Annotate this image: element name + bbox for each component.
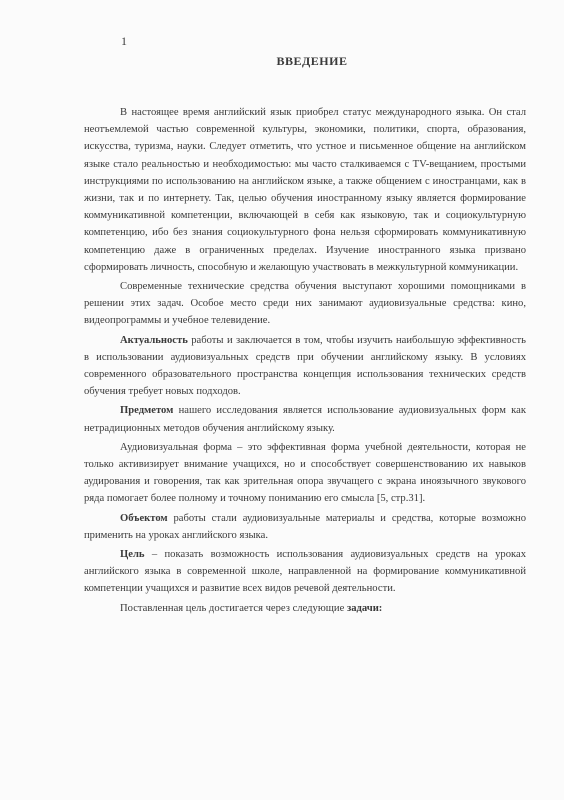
paragraph-lead: Цель bbox=[120, 549, 145, 561]
paragraph-lead: Объектом bbox=[120, 512, 168, 524]
paragraph-technical-means bbox=[84, 278, 526, 330]
paragraph-audiovisual-form bbox=[84, 439, 526, 508]
paragraph-bold-end: задачи: bbox=[346, 602, 383, 614]
paragraph-text: – показать возможность использования аудиовизуальных средств на уроках английского языка в современной школе, направленной на формирование коммуникативной компетенции учащихся и развитие всех видов речевой деятельности. bbox=[84, 549, 526, 595]
page-title: ВВЕДЕНИЕ bbox=[276, 54, 348, 68]
paragraph-intro bbox=[84, 104, 526, 276]
paragraph-object bbox=[84, 510, 526, 544]
paragraph-text: работы стали аудиовизуальные материалы и средства, которые возможно применить на уроках английского языка. bbox=[84, 512, 526, 541]
page-number: 1 bbox=[121, 34, 127, 48]
paragraph-tasks bbox=[84, 600, 526, 617]
paragraph-text: В настоящее время английский язык приобрел статус международного языка. Он стал неотъемлемой частью современной культуры, экономики, политики, спорта, образования, искусства, туризма, науки. Следует отметить, что устное и письменное общение на английском языке стало реальностью и необходимостью: мы часто сталкиваемся с TV-вещанием, простыми инструкциями по использованию на английском языке, а также общением с иностранцами, как в жизни, так и по интернету. Так, целью обучения иностранному языку является формирование коммуникативной компетенции, включающей в себя как языковую, так и социокультурную компетенцию, ибо без знания социокультурного фона нельзя сформировать коммуникативную компетенцию даже в ограниченных пределах. Изучение иностранного языка призвано сформировать личность, способную и желающую участвовать в межкультурной коммуникации. bbox=[84, 107, 526, 273]
paragraph-text: работы и заключается в том, чтобы изучить наибольшую эффективность в использовании аудиовизуальных средств при обучении английскому языку. В условиях современного образовательного пространства концепция использования технических средств обучения требует новых подходов. bbox=[84, 334, 526, 398]
paragraph-relevance bbox=[84, 332, 526, 401]
paragraph-goal bbox=[84, 546, 526, 598]
paragraph-subject bbox=[84, 402, 526, 436]
paragraph-lead: Актуальность bbox=[120, 334, 188, 346]
paragraph-lead: Предметом bbox=[120, 405, 174, 417]
document-body bbox=[84, 104, 526, 619]
paragraph-text: Современные технические средства обучения выступают хорошими помощниками в решении этих задач. Особое место среди них занимают аудиовизуальные средства: кино, видеопрограммы и учебное телевидение. bbox=[84, 281, 526, 327]
paragraph-text: Аудиовизуальная форма – это эффективная форма учебной деятельности, которая не только активизирует внимание учащихся, но и способствует совершенствованию их навыков аудирования и говорения, так как зрительная опора звучащего с экрана иноязычного звукового ряда помогает более полному и точному пониманию его смысла [5, стр.31]. bbox=[84, 441, 526, 505]
paragraph-text: нашего исследования является использование аудиовизуальных форм как нетрадиционных методов обучения английскому языку. bbox=[84, 405, 526, 434]
paragraph-text: Поставленная цель достигается через следующие bbox=[120, 602, 347, 614]
